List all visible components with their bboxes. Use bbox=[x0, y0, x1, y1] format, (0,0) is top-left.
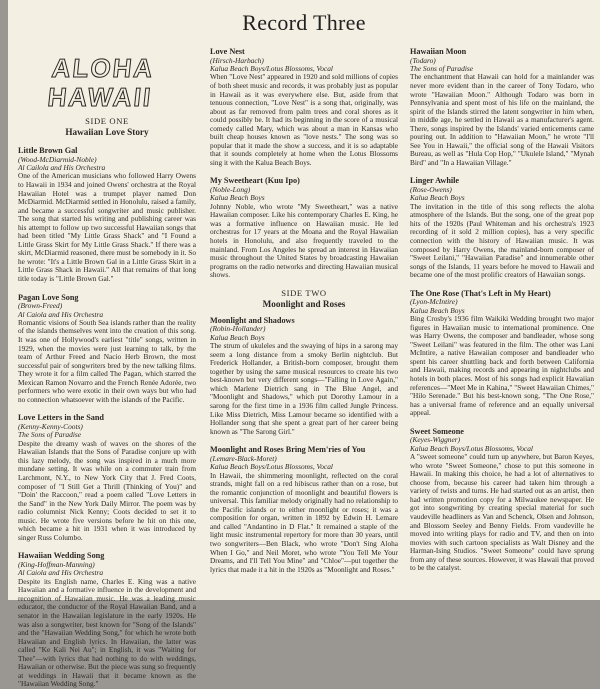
song-hawaiian-moon bbox=[410, 47, 594, 167]
song-title: Moonlight and Roses Bring Mem'ries of You bbox=[210, 445, 366, 455]
song-title: Hawaiian Moon bbox=[410, 47, 467, 56]
song-text: The enchantment that Hawaii can hold for a mainlander was never more evident than in the career of Tony Todaro, who wrote "Hawaiian Moon." Although Todaro was born in Pennsylvania and spent most of his life on the mainland, the spirit of the Islands stirred the latent songwriter in him when, in middle age, he settled in Hawaii as a manufacturer's agent. There, songs inspired by the Islands' varied enticements came pouring out. In addition to "Hawaiian Moon," he wrote "I'll See You in Hawaii," the official song of the Hawaii Visitors Bureau, as well as "Hula Cop Hop," "Ukulele Island," "Mynah Bird" and "In a Hawaiian Village." bbox=[410, 72, 594, 167]
column-one bbox=[18, 116, 196, 689]
song-credit: (Hirsch-Harbach) bbox=[210, 55, 264, 65]
song-title: Love Letters in the Sand bbox=[18, 413, 104, 423]
song-credit: (Rose-Owens) bbox=[410, 185, 452, 195]
song-title: The One Rose (That's Left in My Heart) bbox=[410, 288, 551, 298]
song-text: Romantic visions of South Sea islands rather than the reality of the islands themselves went into the creation of this song. It was one of Hollywood's earliest "title" songs, written in 1929, when the movies were just learning to talk, by the team of Arthur Freed and Nacio Herb Brown, the most successful pair of songwriters bred by the new talking films. They wrote it for a film called The Pagan, which starred the Mexican Ramon Novarro and the French Renée Adorée, two performers who were exotic in their own ways but who had no connection whatsoever with the islands of the Pacific. bbox=[18, 317, 196, 404]
liner-notes-page bbox=[8, 0, 600, 689]
column-two bbox=[210, 47, 398, 574]
song-artist: Al Caiola and His Orchestra bbox=[18, 309, 104, 319]
svg-text:HAWAII: HAWAII bbox=[46, 82, 154, 112]
song-title: Linger Awhile bbox=[410, 176, 460, 186]
song-title: Hawaiian Wedding Song bbox=[18, 551, 105, 561]
song-my-sweetheart bbox=[210, 176, 398, 279]
song-title: Pagan Love Song bbox=[18, 292, 79, 302]
song-title: My Sweetheart (Kuu Ipo) bbox=[210, 176, 300, 186]
song-text: In Hawaii, the shimmering moonlight, reflected on the coral strands, might fall on a red hibiscus rather than on a rose, but the romantic conjunction of moonlight and beautiful flowers is universal. This familiar melody originally had no relationship to the Pacific islands or to either moonlight or roses; it was a composition for organ, written in 1892 by Edwin H. Lemare and called "Andantino in D Flat." It remained a staple of the light music instrumental repertory for more than 30 years, until two songwriters—Ben Black, who wrote "Don't Sing Aloha When I Go," and Neil Moret, who wrote "You Tell Me Your Dreams, and I'll Tell You Mine" and "Chloe"—put together the lyrics that made it a hit in the 1920s as "Moonlight and Roses." bbox=[210, 470, 398, 574]
song-credit: (King-Hoffman-Manning) bbox=[18, 559, 95, 569]
song-artist: Al Caiola and His Orchestra bbox=[18, 568, 104, 578]
song-credit: (Kenny-Kenny-Coots) bbox=[18, 421, 83, 431]
side-two-heading bbox=[210, 288, 398, 310]
song-text: When "Love Nest" appeared in 1920 and sold millions of copies of both sheet music and records, it was probably just as popular in Hawaii as it was everywhere else. But, aside from that tenuous connection, "Love Nest" is a song that, originally, was about as far removed from palm trees and coral shores as it could possibly be. It had its beginning in the score of a musical comedy called Mary, which was about a man in Kansas who built cheap houses known as "love nests." The song was so popular that it made the show a success, and it is so adaptable that it sounds completely at home when the Lotus Blossoms sing it with the Kalua Beach Boys. bbox=[210, 72, 398, 167]
song-artist: Kalua Beach Boys bbox=[410, 193, 465, 203]
svg-text:ALOHA: ALOHA bbox=[50, 53, 156, 83]
aloha-hawaii-logo bbox=[30, 50, 180, 110]
song-love-nest bbox=[210, 47, 398, 167]
song-artist: Kalua Beach Boys/Lotus Blossoms, Vocal bbox=[210, 64, 333, 73]
song-text: The strum of ukuleles and the swaying of hips in a sarong may seem a long distance from a smoky Berlin nightclub. But Frederick Hollander, a British-born composer, brought them together by using the same musical resources to create his two best-known but very different songs—"Falling in Love Again," which Marlene Dietrich sang in The Blue Angel, and "Moonlight and Shadows," which put Dorothy Lamour in a sarong for the first time in a 1936 film called Jungle Princess. Like Miss Dietrich, Miss Lamour became so identified with a Hollander song that she spent a great part of her career being known as "The Sarong Girl." bbox=[210, 341, 398, 436]
song-moonlight-and-roses bbox=[210, 445, 398, 574]
song-little-brown-gal bbox=[18, 146, 196, 284]
song-credit: (Lemare-Black-Moret) bbox=[210, 453, 277, 463]
song-one-rose bbox=[410, 289, 594, 418]
song-sweet-someone bbox=[410, 427, 594, 573]
song-artist: Al Cailola and His Orchestra bbox=[18, 163, 106, 172]
song-credit: (Keyes-Wiggner) bbox=[410, 435, 461, 445]
side-subtitle: Hawaiian Love Story bbox=[65, 127, 149, 137]
page-title: Record Three bbox=[242, 10, 366, 35]
song-pagan-love-song bbox=[18, 293, 196, 405]
side-label: SIDE ONE bbox=[85, 116, 129, 126]
song-love-letters bbox=[18, 413, 196, 542]
song-credit: (Brown-Freed) bbox=[18, 301, 63, 311]
side-label: SIDE TWO bbox=[281, 287, 327, 298]
song-hawaiian-wedding-song bbox=[18, 551, 196, 689]
song-linger-awhile bbox=[410, 176, 594, 279]
song-credit: (Robin-Hollander) bbox=[210, 324, 266, 334]
song-artist: Kalua Beach Boys bbox=[210, 332, 265, 342]
song-artist: Kalua Beach Boys/Lotus Blossoms, Vocal bbox=[410, 443, 533, 453]
song-text: A "sweet someone" could turn up anywhere, but Baron Keyes, who wrote "Sweet Someone," chose to put this someone in Hawaii. In making this choice, he had a lot of alternatives to choose from, because his career had taken him through a variety of twists and turns. He had started out as an artist, then had written promotion copy for a Milwaukee newspaper. He got into songwriting by creating special material for such vaudeville headliners as Van and Schenck, Olsen and Johnson, and Blossom Seeley and Benny Fields. From vaudeville he moved into writing plays for radio and TV, and then on into movies with such cartoon specialists as Walt Disney and the Harman-Ising Studios. "Sweet Someone" could have sprung from any of these sources. However, it was Hawaii that proved to be the catalyst. bbox=[410, 452, 594, 573]
song-text: Bing Crosby's 1936 film Waikiki Wedding brought two major figures in Hawaiian music to international prominence. One was Harry Owens, the composer and bandleader, whose song "Sweet Leilani" was featured in the film. The other was Lani McIntire, a native Hawaiian composer and bandleader who spent his career shuttling back and forth between California and Hawaii, making records and appearing in nightclubs and hotels in both places. Most of his songs had explicit Hawaiian references—"Meet Me in Kahina," "Sweet Hawaiian Chimes," "Hilo Serenade." But his best-known song, "The One Rose," has a universal frame of reference and an equally universal appeal. bbox=[410, 314, 594, 418]
song-artist: Kalua Beach Boys bbox=[210, 193, 265, 203]
song-title: Little Brown Gal bbox=[18, 146, 78, 155]
song-text: One of the American musicians who followed Harry Owens to Hawaii in 1934 and joined Owens' orchestra at the Royal Hawaiian Hotel was a trumpet player named Don McDiarmid. McDiarmid settled in Honolulu, raised a family, and became a successful songwriter and music publisher. The song that started his writing and publishing career was his attempt to follow up two successful Hawaiian songs that had been titled "My Little Grass Shack" and "I Found a Little Grass Skirt for My Little Grass Shack." If there was a skirt, McDiarmid reasoned, there must be somebody in it. So he wrote: "It's a Little Brown Gal in a Little Grass Skirt in a Little Grass Shack in Hawaii." All that remains of that long title today is "Little Brown Gal." bbox=[18, 171, 196, 283]
song-artist: The Sons of Paradise bbox=[18, 430, 82, 440]
song-text: Despite its English name, Charles E. King was a native Hawaiian and a formative influence in the development and recognition of Hawaiian music. He was a leading music educator, the conductor of the Royal Hawaiian Band, and a senator in the Hawaiian legislature in the early 1920s. He was also a songwriter, best known for "Song of the Islands" and the "Hawaiian Wedding Song," for which he wrote both Hawaiian and English lyrics. In Hawaiian, the latter was called "Ke Kali Nei Au"; in English, it was "Waiting for Thee"—with lyrics that had nothing to do with weddings, Hawaiian or otherwise. But the piece was sung so frequently at weddings in Hawaii that it became known as the "Hawaiian Wedding Song." bbox=[18, 576, 196, 689]
side-subtitle: Moonlight and Roses bbox=[262, 298, 346, 309]
song-credit: (Noble-Long) bbox=[210, 185, 251, 195]
song-text: Johnny Noble, who wrote "My Sweetheart," was a native Hawaiian composer. Like his contemporary Charles E. King, he was a formative influence on Hawaiian music. He led orchestras for 17 years at the Moana and the Royal Hawaiian hotels in Honolulu, and also frequently traveled to the mainland. From Los Angeles he spread an interest in Hawaiian music throughout the United States by broadcasting Hawaiian programs on the radio networks and directing Hawaiian musical shows. bbox=[210, 201, 398, 280]
aloha-hawaii-logo-art bbox=[30, 50, 180, 110]
song-title: Moonlight and Shadows bbox=[210, 315, 295, 325]
column-three bbox=[410, 47, 594, 573]
song-text: Despite the dreamy wash of waves on the shores of the Hawaiian Islands that the Sons of Paradise conjure up with this lazy melody, the song was inspired in a much more mundane setting. It was while on a commuter train from Larchmont, N.Y., to New York City that J. Fred Coots, composer of "I Still Get a Thrill (Thinking of You)" and "Doin' the Raccoon," read a poem called "Love Letters in the Sand" in the New York Daily Mirror. The poem was by radio columnist Nick Kenny; Coots decided to set it to music. He wrote five versions before he hit on this one, which became a hit in 1931 when it was introduced by singer Russ Columbo. bbox=[18, 438, 196, 542]
song-title: Love Nest bbox=[210, 47, 245, 56]
song-title: Sweet Someone bbox=[410, 426, 464, 436]
song-text: The invitation in the title of this song reflects the aloha atmosphere of the Islands. But the song, one of the great pop hits of the 1920s (Paul Whiteman and his orchestra's 1923 recording of it sold 2 million copies), has a very specific connection with the history of Hawaiian music. It was composed by Harry Owens, the mainland-born composer of "Sweet Leilani," "Hawaiian Paradise" and innumerable other songs of the Islands, 11 years before he moved to Hawaii and became one of the most prolific creators of Hawaiian songs. bbox=[410, 201, 594, 280]
song-credit: (Todaro) bbox=[410, 55, 436, 65]
song-credit: (Lyon-McIntire) bbox=[410, 297, 458, 307]
song-artist: Kalua Beach Boys/Lotus Blossoms, Vocal bbox=[210, 462, 333, 472]
song-artist: The Sons of Paradise bbox=[410, 64, 474, 73]
song-moonlight-and-shadows bbox=[210, 316, 398, 436]
side-one-heading bbox=[18, 116, 196, 138]
song-credit: (Wood-McDiarmid-Noble) bbox=[18, 154, 97, 164]
song-artist: Kalua Beach Boys bbox=[410, 305, 465, 315]
